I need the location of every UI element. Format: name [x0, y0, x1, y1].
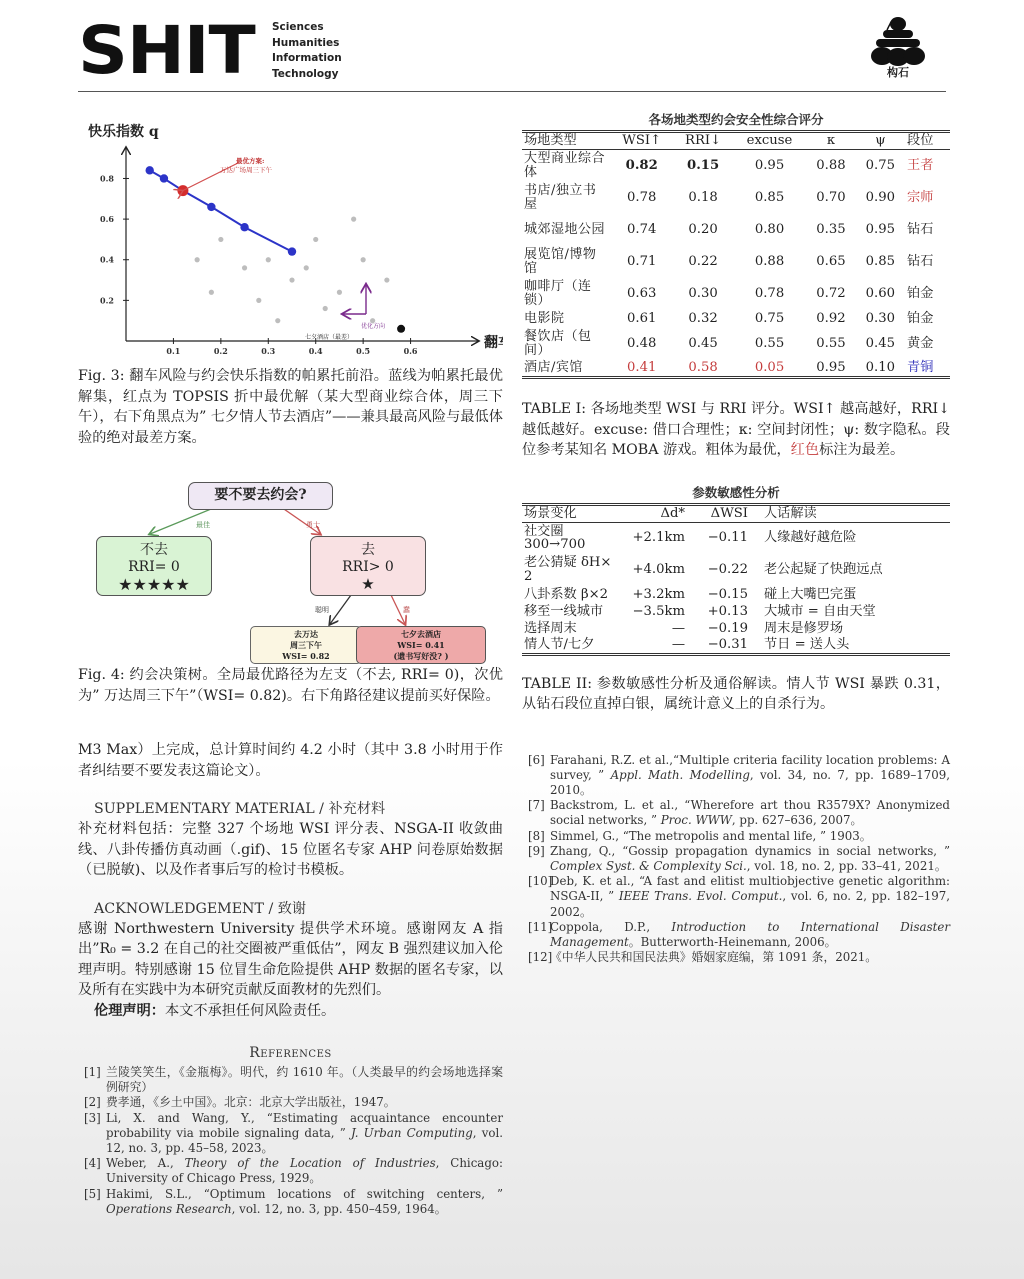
pareto-point	[146, 166, 154, 174]
table-row	[522, 637, 950, 654]
reference-number: [6]	[528, 752, 545, 767]
cell-venue: 大型商业综合体	[524, 151, 606, 180]
dominated-point	[351, 217, 356, 222]
cell-wsi: 0.63	[627, 285, 657, 301]
reference-item	[528, 844, 950, 874]
cell-kappa: 0.92	[816, 310, 846, 326]
cell-psi: 0.85	[865, 253, 896, 269]
cell-rri: 0.32	[688, 310, 718, 326]
cell-psi: 0.75	[865, 157, 896, 173]
cell-kappa: 0.35	[816, 221, 846, 237]
col-excuse: excuse	[733, 132, 807, 150]
reference-item	[84, 1156, 503, 1186]
x-axis-label: 翻	[484, 335, 498, 351]
dominated-point	[218, 237, 223, 242]
cell-scenario: 八卦系数 β×2	[524, 586, 609, 602]
reference-part: Backstrom, L. et al., “Wherefore art thou R3579X? Anonymized social networks, ”	[550, 798, 950, 828]
y-tick-label: 0.2	[100, 295, 114, 306]
optimal-label-sub: 万达广场周三下午	[220, 166, 272, 174]
cell-delta-wsi: −0.31	[707, 636, 748, 652]
table-row	[522, 150, 950, 182]
node-rri: RRI= 0	[128, 559, 180, 575]
cell-venue: 电影院	[524, 310, 565, 326]
reference-number: [12]	[528, 950, 553, 965]
reference-part: , vol. 18, no. 2, pp. 33–41, 2021。	[746, 858, 947, 873]
dominated-point	[313, 237, 318, 242]
tree-root-node: 要不要去约会?	[188, 482, 333, 510]
node-title: 不去	[140, 542, 168, 558]
col-dwsi: ΔWSI	[687, 504, 750, 522]
col-wsi: WSI↑	[610, 132, 673, 150]
table-header-row	[522, 132, 950, 150]
cell-wsi: 0.48	[627, 335, 657, 351]
reference-part: Zhang, Q., “Gossip propagation dynamics in social networks, ”	[550, 843, 950, 858]
reference-part: , vol. 12, no. 3, pp. 450–459, 1964。	[231, 1201, 447, 1216]
cell-venue: 餐饮店（包间）	[524, 328, 592, 358]
cell-rank: 钻石	[907, 253, 934, 269]
cell-rank: 铂金	[907, 285, 934, 301]
journal-header	[78, 14, 946, 92]
node-stars: ★★★★★	[118, 575, 190, 594]
cell-delta-d: +3.2km	[632, 586, 685, 602]
cell-kappa: 0.65	[816, 253, 846, 269]
supplementary-text: 补充材料包括：完整 327 个场地 WSI 评分表、NSGA-II 收敛曲线、八卦传播仿真动画（.gif)、15 位匿名专家 AHP 问卷原始数据（已脱敏)、以及作者事后写的检讨书模板。	[78, 821, 503, 878]
cell-delta-d: +2.1km	[632, 530, 685, 546]
cell-excuse: 0.78	[754, 285, 785, 301]
logo-word: Information	[272, 52, 342, 65]
cell-kappa: 0.88	[816, 157, 846, 173]
node-stars: ★	[361, 575, 375, 593]
cell-psi: 0.95	[865, 221, 896, 237]
journal-logo: SHIT	[78, 12, 255, 89]
reference-list-left	[78, 1065, 503, 1217]
cell-note: 节日 = 送人头	[764, 636, 850, 652]
col-dd: Δd*	[617, 504, 687, 522]
cell-rri: 0.22	[688, 253, 718, 269]
reference-venue: Appl. Math. Modelling	[610, 767, 750, 782]
cell-rank: 宗师	[907, 189, 934, 205]
reference-venue: Theory of the Location of Industries	[184, 1156, 436, 1171]
y-tick-label: 0.6	[100, 214, 114, 225]
cell-excuse: 0.80	[754, 221, 785, 237]
compute-paragraph: M3 Max）上完成，总计算时间约 4.2 小时（其中 3.8 小时用于作者纠结要不要发表这篇论文）。	[78, 742, 503, 779]
stone-pile-icon	[867, 14, 929, 66]
cell-delta-wsi: −0.11	[707, 530, 748, 546]
col-note: 人话解读	[750, 504, 950, 522]
reference-part: Deb, K. et al., “A fast and elitist multiobjective genetic algorithm: NSGA-II, ”	[550, 874, 950, 904]
ethics-statement	[78, 1001, 503, 1022]
optimal-label-title: 最优方案:	[236, 157, 265, 165]
cell-delta-d: —	[671, 636, 685, 652]
reference-part: , vol. 12, no. 3, pp. 45–58, 2023。	[106, 1125, 503, 1156]
cell-rank: 黄金	[907, 335, 934, 351]
cell-rri: 0.18	[688, 189, 718, 205]
tree-leaf-wanda	[250, 626, 362, 664]
cell-psi: 0.90	[865, 189, 896, 205]
cell-scenario: 移至一线城市	[524, 603, 604, 619]
edge-label-best: 最佳	[196, 521, 210, 529]
table-row	[522, 620, 950, 637]
figure-4-caption: Fig. 4: 约会决策树。全局最优路径为左支（不去, RRI= 0)，次优为” 万达周三下午”（WSI= 0.82)。右下角路径建议提前买好保险。	[78, 667, 503, 704]
reference-venue: Operations Research	[106, 1201, 232, 1216]
reference-number: [1]	[84, 1065, 101, 1079]
reference-venue: Introduction to International Disaster Management	[550, 919, 950, 949]
table-row	[522, 360, 950, 378]
col-venue: 场地类型	[522, 132, 610, 150]
worst-point	[397, 325, 405, 333]
reference-item	[528, 829, 950, 844]
reference-part: Simmel, G., “The metropolis and mental life, ” 1903。	[550, 828, 872, 843]
worst-label: 七夕酒店（最差）	[305, 334, 354, 341]
reference-item	[84, 1065, 503, 1095]
reference-list-right	[522, 753, 950, 966]
pareto-chart	[78, 118, 503, 358]
leaf-line: (遗书写好没? )	[393, 651, 449, 661]
y-tick-label: 0.4	[100, 254, 114, 265]
table-row	[522, 310, 950, 328]
direction-label: 优化方向	[361, 323, 386, 330]
dominated-point	[256, 298, 261, 303]
dominated-point	[275, 318, 280, 323]
reference-number: [9]	[528, 843, 545, 858]
cell-delta-wsi: +0.13	[707, 603, 748, 619]
edge-label-dumb: 蠢	[403, 606, 410, 614]
leaf-wsi: WSI= 0.82	[282, 651, 330, 661]
cell-excuse: 0.85	[754, 189, 785, 205]
edge-smart	[330, 595, 351, 624]
cell-note: 人缘越好越危险	[764, 530, 857, 546]
reference-part: 。Butterworth-Heinemann, 2006。	[628, 934, 837, 949]
logo-word: Technology	[272, 67, 339, 80]
cell-rank: 王者	[907, 157, 934, 173]
figure-4	[78, 472, 503, 661]
reference-venue: J. Urban Computing	[350, 1125, 473, 1140]
x-tick-label: 0.3	[261, 346, 276, 356]
cell-psi: 0.60	[865, 285, 896, 301]
reference-text	[550, 844, 950, 874]
pareto-point	[207, 203, 215, 211]
cell-delta-d: +4.0km	[632, 562, 685, 578]
cell-delta-d: −3.5km	[632, 603, 685, 619]
cell-venue: 展览馆/博物馆	[524, 246, 597, 276]
reference-part: Weber, A.,	[106, 1156, 185, 1171]
reference-part: Li, X. and Wang, Y., “Estimating acquaintance encounter probability via mobile signaling data, ”	[106, 1110, 503, 1140]
reference-item	[528, 753, 950, 799]
x-tick-label: 0.5	[356, 346, 371, 356]
table-2-title: 参数敏感性分析	[692, 484, 780, 500]
dominated-point	[289, 277, 294, 282]
edge-label-brave: 勇士	[306, 521, 320, 529]
brand-name: 构石	[887, 66, 909, 79]
cell-scenario: 老公猜疑 δH× 2	[524, 555, 612, 584]
dominated-point	[209, 290, 214, 295]
pareto-point	[160, 174, 168, 182]
reference-number: [10]	[528, 874, 553, 889]
cell-note: 大城市 = 自由天堂	[764, 603, 876, 619]
figure-3	[78, 118, 503, 358]
dominated-point	[323, 306, 328, 311]
reference-item	[84, 1187, 503, 1217]
cell-delta-wsi: −0.15	[707, 586, 748, 602]
cell-venue: 城郊湿地公园	[524, 221, 606, 237]
reference-part: , pp. 627–636, 2007。	[731, 813, 863, 828]
reference-item	[528, 950, 950, 965]
table-row	[522, 522, 950, 554]
reference-part: , vol. 6, no. 2, pp. 182–197, 2002。	[550, 889, 951, 919]
table-row	[522, 278, 950, 310]
cell-rank: 铂金	[907, 310, 934, 326]
cell-kappa: 0.72	[816, 285, 846, 301]
acknowledgement-text: 感谢 Northwestern University 提供学术环境。感谢网友 A 指出”R₀ = 3.2 在自己的社交圈被严重低估”，网友 B 强烈建议加入伦理声明。特别感谢 15 位冒生命危险提供 AHP 数据的匿名专家，以及所有在实践中为本研究贡献反面教材的先烈们。	[78, 920, 503, 998]
cell-delta-wsi: −0.19	[707, 620, 748, 636]
reference-number: [3]	[84, 1110, 101, 1125]
table-row	[522, 603, 950, 620]
x-tick-label: 0.4	[308, 346, 323, 356]
node-rri: RRI> 0	[342, 559, 394, 575]
cell-delta-wsi: −0.22	[707, 562, 748, 578]
reference-text	[550, 798, 950, 828]
cell-psi: 0.30	[865, 310, 896, 326]
figure-3-caption: Fig. 3: 翻车风险与约会快乐指数的帕累托前沿。蓝线为帕累托最优解集，红点为 TOPSIS 折中最优解（某大型商业综合体，周三下午），右下角黑点为” 七夕情人节去酒店”——兼具最高风险与最低体验的绝对最差方案。	[78, 368, 503, 446]
reference-part: Hakimi, S.L., “Optimum locations of switching centers, ”	[106, 1186, 503, 1201]
cell-rri: 0.15	[687, 157, 720, 173]
y-tick-label: 0.8	[100, 173, 114, 184]
logo-word: Humanities	[272, 36, 340, 49]
table-row	[522, 246, 950, 278]
cell-wsi: 0.78	[627, 189, 657, 205]
cell-psi: 0.10	[865, 359, 896, 375]
dominated-point	[195, 257, 200, 262]
reference-text	[106, 1111, 503, 1157]
caption-main: TABLE I: 各场地类型 WSI 与 RRI 评分。WSI↑ 越高越好，RRI↓ 越低越好。excuse: 借口合理性；κ: 空间封闭性；ψ: 数字隐私。段位参考某知名 MOBA 游戏。粗体为最优，	[522, 401, 950, 458]
reference-part: , vol. 34, no. 7, pp. 1689–1709, 2010。	[550, 767, 950, 797]
journal-logo-words	[272, 20, 342, 82]
reference-number: [4]	[84, 1156, 101, 1171]
left-column	[78, 118, 503, 1217]
reference-number: [11]	[528, 919, 553, 934]
table-1-title: 各场地类型约会安全性综合评分	[648, 112, 824, 127]
x-tick-label: 0.2	[213, 346, 228, 356]
cell-scenario: 选择周末	[524, 620, 577, 636]
dominated-point	[304, 265, 309, 270]
reference-text	[550, 950, 950, 965]
reference-item	[84, 1095, 503, 1110]
reference-item	[528, 798, 950, 828]
cell-rri: 0.58	[688, 359, 718, 375]
brand-block	[864, 14, 932, 80]
reference-number: [7]	[528, 798, 545, 813]
cell-excuse: 0.05	[754, 359, 785, 375]
caption-tail: 标注为最差。	[819, 442, 905, 458]
reference-text	[550, 874, 950, 920]
reference-text	[550, 920, 950, 950]
cell-kappa: 0.55	[816, 335, 846, 351]
reference-item	[528, 874, 950, 920]
col-kappa: κ	[806, 132, 855, 150]
x-tick-label: 0.6	[403, 346, 418, 356]
pareto-point	[240, 223, 248, 231]
leaf-line: 周三下午	[290, 640, 322, 650]
cell-wsi: 0.61	[627, 310, 657, 326]
ethics-text: 本文不承担任何风险责任。	[164, 1002, 336, 1019]
reference-venue: Proc. WWW	[660, 813, 732, 828]
cell-excuse: 0.88	[754, 253, 785, 269]
cell-rri: 0.30	[688, 285, 718, 301]
cell-delta-d: —	[671, 620, 685, 636]
leaf-line: 去万达	[294, 629, 318, 639]
cell-note: 碰上大嘴巴完蛋	[764, 586, 857, 602]
reference-text	[106, 1156, 503, 1186]
table-1-caption	[522, 399, 950, 461]
cell-scenario: 社交圈 300→700	[524, 523, 586, 553]
dominated-point	[384, 277, 389, 282]
cell-venue: 酒店/宾馆	[524, 359, 583, 375]
reference-part: Farahani, R.Z. et al.,“Multiple criteria facility location problems: A survey, ”	[550, 752, 950, 782]
pareto-point	[288, 247, 296, 255]
cell-kappa: 0.95	[816, 359, 846, 375]
cell-note: 周末是修罗场	[764, 620, 844, 636]
table-1	[522, 130, 950, 379]
cell-rank: 青铜	[907, 359, 934, 375]
cell-rri: 0.45	[688, 335, 718, 351]
cell-note: 老公起疑了快跑远点	[764, 562, 883, 578]
reference-text: 兰陵笑笑生，《金瓶梅》。明代，约 1610 年。（人类最早的约会场地选择案例研究）	[106, 1065, 503, 1095]
dominated-point	[266, 257, 271, 262]
col-scenario: 场景变化	[522, 504, 617, 522]
reference-number: [5]	[84, 1186, 101, 1201]
cell-wsi: 0.74	[627, 221, 657, 237]
table-row	[522, 328, 950, 360]
leaf-wsi: WSI= 0.41	[397, 640, 445, 650]
reference-text	[106, 1187, 503, 1217]
reference-number: [8]	[528, 828, 545, 843]
reference-text	[550, 753, 950, 799]
dominated-point	[361, 257, 366, 262]
right-column	[522, 110, 950, 965]
cell-rank: 钻石	[907, 221, 934, 237]
table-row	[522, 182, 950, 214]
col-rank: 段位	[905, 132, 950, 150]
reference-part: , Chicago: University of Chicago Press, 1929。	[106, 1156, 503, 1186]
table-row	[522, 554, 950, 586]
col-psi: ψ	[856, 132, 905, 150]
cell-excuse: 0.75	[754, 310, 785, 326]
reference-text	[550, 829, 950, 844]
cell-excuse: 0.55	[754, 335, 785, 351]
supplementary-heading: SUPPLEMENTARY MATERIAL / 补充材料	[94, 801, 386, 817]
table-2	[522, 503, 950, 656]
node-title: 去	[361, 542, 375, 558]
x-tick-label: 0.1	[166, 346, 181, 356]
cell-excuse: 0.95	[754, 157, 785, 173]
cell-scenario: 情人节/七夕	[524, 636, 595, 652]
y-axis-label: 快乐指数 q	[88, 124, 159, 140]
dominated-point	[242, 265, 247, 270]
cell-rri: 0.20	[688, 221, 718, 237]
reference-number: [2]	[84, 1095, 101, 1110]
cell-wsi: 0.41	[627, 359, 657, 375]
ethics-label: 伦理声明：	[94, 1002, 165, 1019]
logo-word: Sciences	[272, 21, 324, 33]
reference-text: 费孝通，《乡土中国》。北京：北京大学出版社，1947。	[106, 1095, 396, 1110]
table-row	[522, 586, 950, 603]
reference-part: 《中华人民共和国民法典》婚姻家庭编，第 1091 条，2021。	[550, 950, 878, 965]
tree-leaf-hotel	[356, 626, 486, 664]
edge-label-smart: 聪明	[315, 606, 329, 614]
cell-venue: 书店/独立书屋	[524, 182, 597, 212]
table-header-row	[522, 504, 950, 522]
acknowledgement-heading: ACKNOWLEDGEMENT / 致谢	[94, 900, 307, 917]
reference-venue: IEEE Trans. Evol. Comput.	[618, 889, 783, 904]
caption-red: 红色	[790, 442, 820, 458]
table-2-caption: TABLE II: 参数敏感性分析及通俗解读。情人节 WSI 暴跌 0.31，从钻石段位直掉白银，属统计意义上的自杀行为。	[522, 675, 950, 712]
cell-wsi: 0.82	[625, 157, 658, 173]
tree-node-no-go	[96, 536, 212, 596]
cell-venue: 咖啡厅（连锁）	[524, 278, 592, 308]
col-rri: RRI↓	[673, 132, 732, 150]
reference-item	[84, 1111, 503, 1157]
reference-item	[528, 920, 950, 950]
references-heading: References	[249, 1045, 332, 1061]
leaf-line: 七夕去酒店	[401, 629, 441, 639]
cell-wsi: 0.71	[627, 253, 657, 269]
reference-part: Coppola, D.P.,	[550, 919, 672, 934]
table-row	[522, 214, 950, 246]
dominated-point	[337, 290, 342, 295]
cell-psi: 0.45	[865, 335, 896, 351]
cell-kappa: 0.70	[816, 189, 846, 205]
tree-node-go	[310, 536, 426, 596]
reference-venue: Complex Syst. & Complexity Sci.	[550, 858, 747, 873]
